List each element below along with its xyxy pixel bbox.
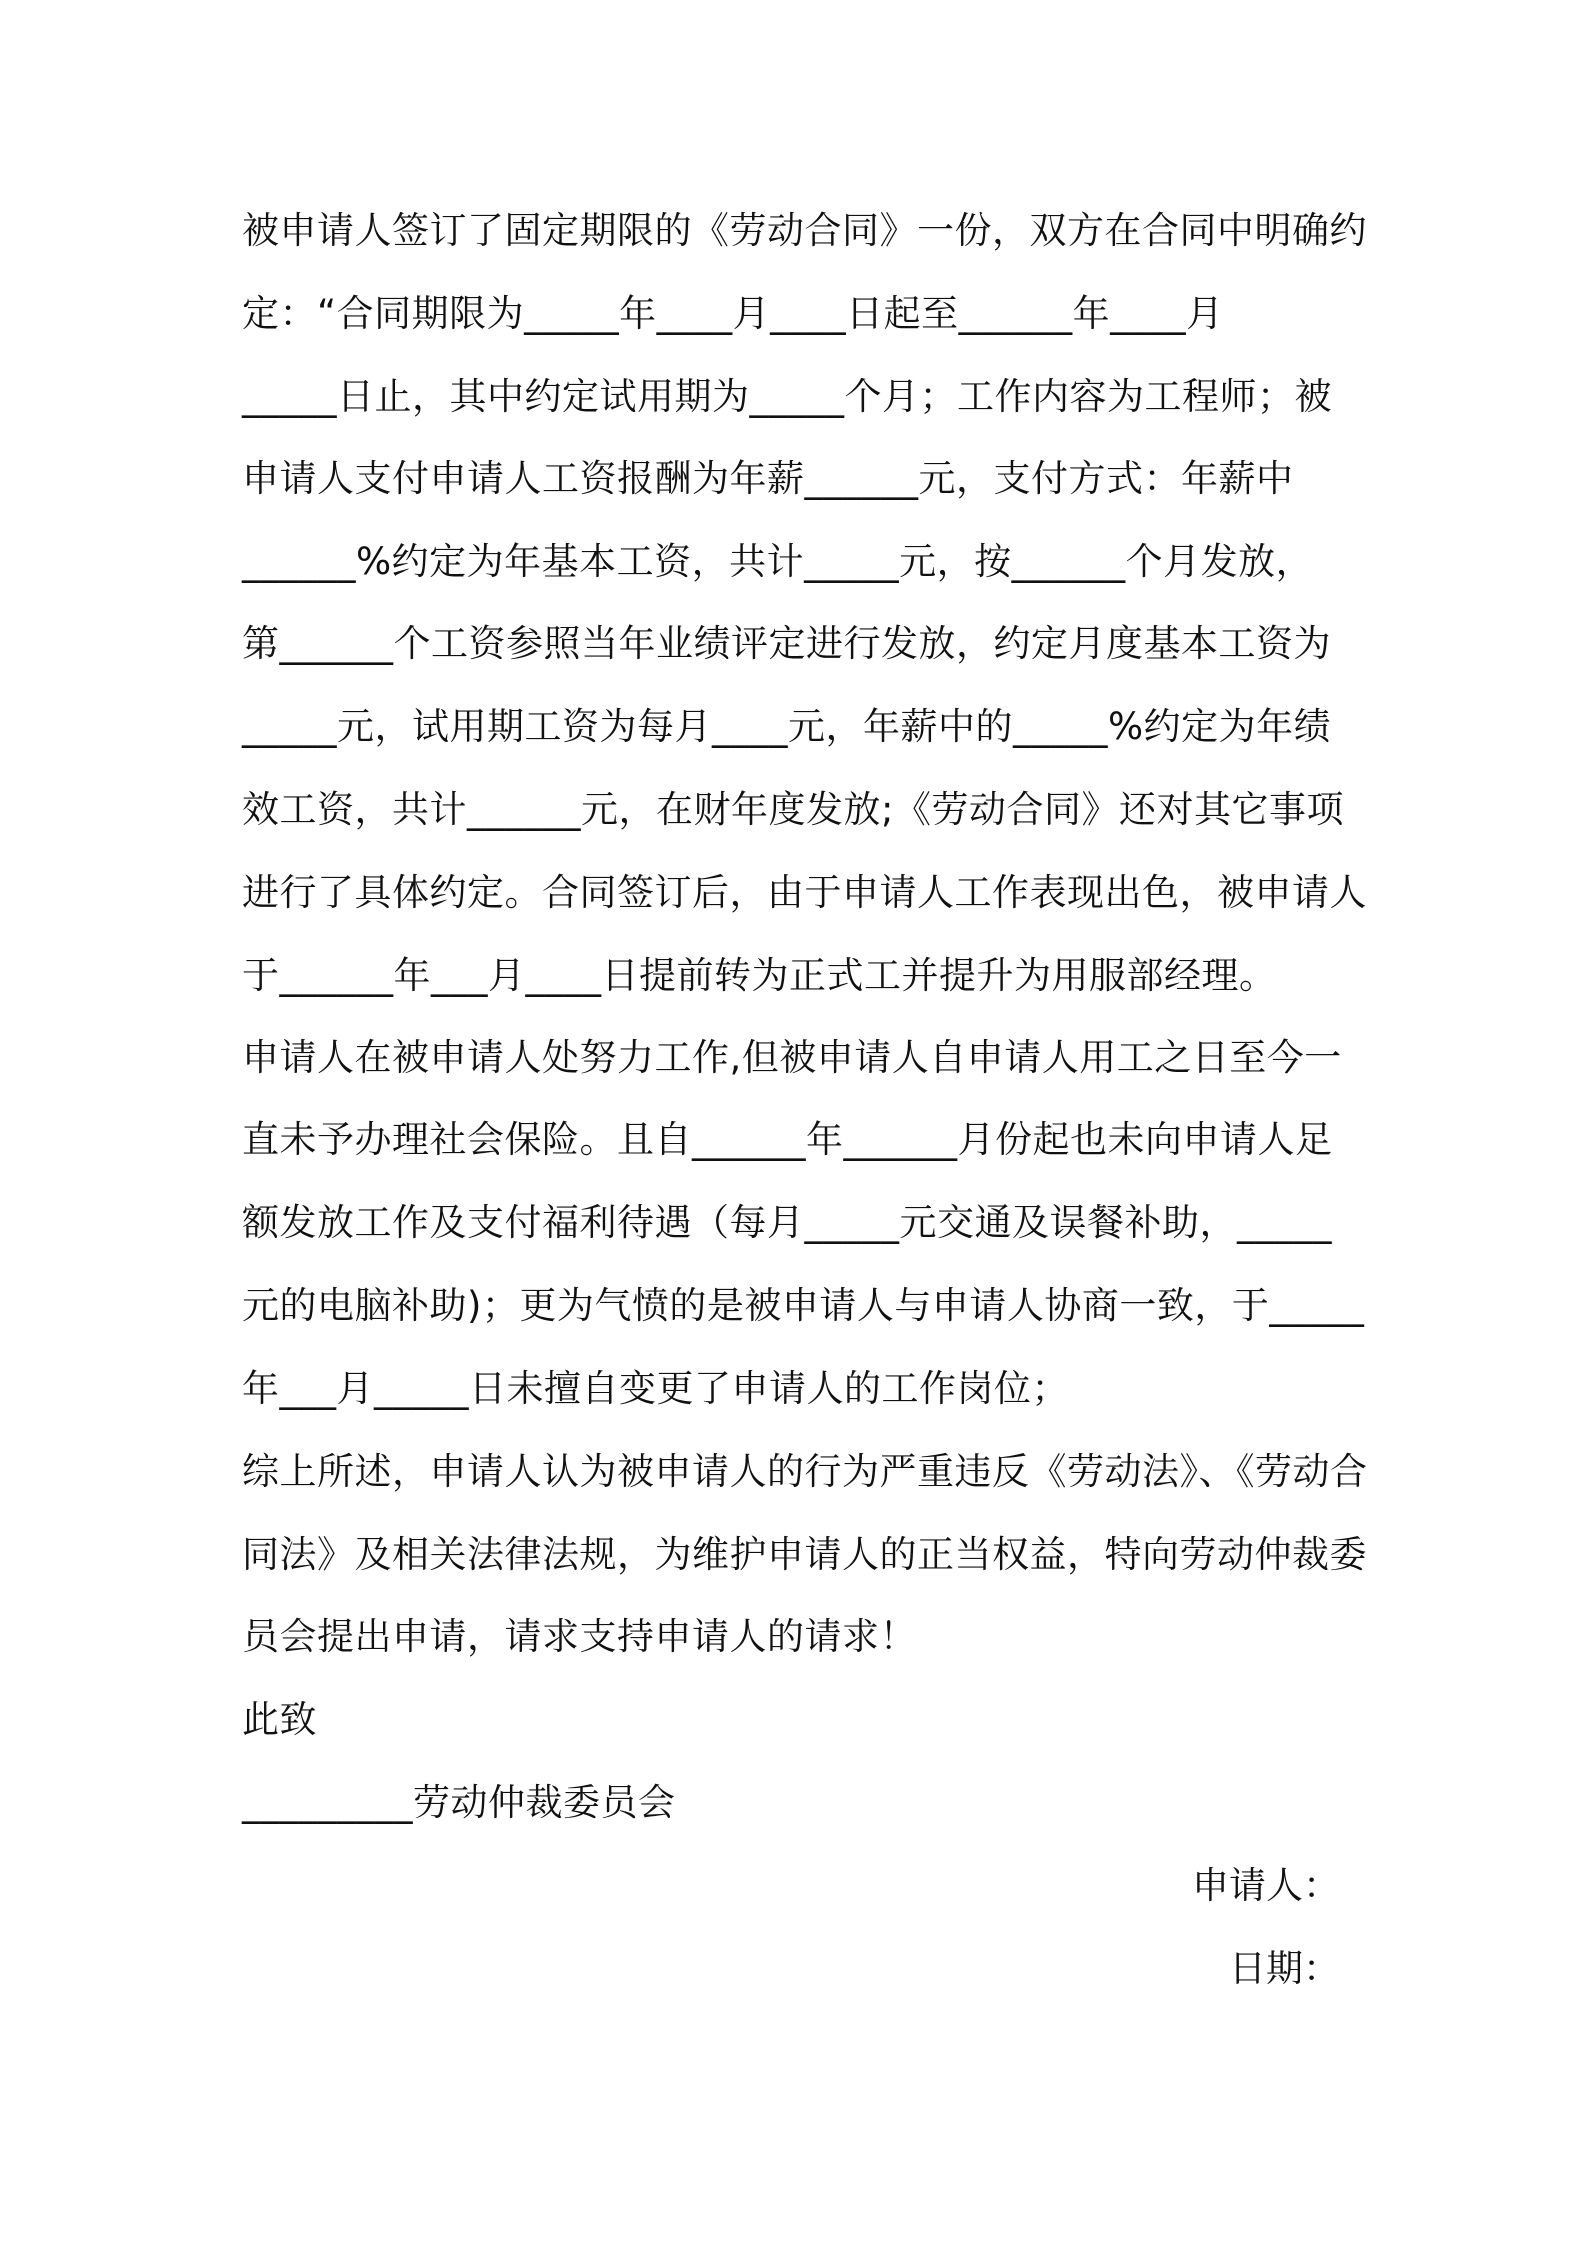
paragraph-line: ______%约定为年基本工资，共计_____元，按______个月发放，	[242, 540, 1314, 583]
recipient-line: _________劳动仲裁委员会	[242, 1781, 676, 1824]
paragraph-line: 直未予办理社会保险。且自______年______月份起也未向申请人足	[242, 1118, 1333, 1161]
paragraph-line: 进行了具体约定。合同签订后，由于申请人工作表现出色，被申请人	[242, 871, 1367, 914]
paragraph-line: _____元，试用期工资为每月____元，年薪中的_____%约定为年绩	[242, 705, 1332, 748]
paragraph-line: 定：“合同期限为_____年____月____日起至______年____月	[242, 292, 1224, 335]
paragraph-line: 于______年___月____日提前转为正式工并提升为用服部经理。	[242, 954, 1277, 997]
paragraph-line: 第______个工资参照当年业绩评定进行发放，约定月度基本工资为	[242, 622, 1331, 665]
date-label: 日期：	[1229, 1947, 1340, 1990]
paragraph-line: 申请人在被申请人处努力工作,但被申请人自申请人用工之日至今一	[242, 1036, 1342, 1079]
paragraph-line: 同法》及相关法律法规，为维护申请人的正当权益，特向劳动仲裁委	[242, 1533, 1367, 1576]
paragraph-line: 申请人支付申请人工资报酬为年薪______元，支付方式：年薪中	[242, 457, 1294, 500]
paragraph-line: _____日止，其中约定试用期为_____个月；工作内容为工程师；被	[242, 375, 1332, 418]
paragraph-line: 年___月_____日未擅自变更了申请人的工作岗位；	[242, 1367, 1069, 1410]
salutation: 此致	[242, 1698, 317, 1741]
paragraph-line: 效工资，共计______元，在财年度发放;《劳动合同》还对其它事项	[242, 788, 1344, 831]
paragraph-line: 额发放工作及支付福利待遇（每月_____元交通及误餐补助，_____	[242, 1201, 1332, 1244]
paragraph-line: 元的电脑补助)；更为气愤的是被申请人与申请人协商一致，于_____	[242, 1284, 1365, 1327]
paragraph-line: 被申请人签订了固定期限的《劳动合同》一份，双方在合同中明确约	[242, 209, 1367, 252]
applicant-signature-label: 申请人：	[1192, 1864, 1340, 1907]
paragraph-line: 综上所述，申请人认为被申请人的行为严重违反《劳动法》、《劳动合	[242, 1450, 1368, 1493]
paragraph-line: 员会提出申请，请求支持申请人的请求！	[242, 1615, 917, 1658]
